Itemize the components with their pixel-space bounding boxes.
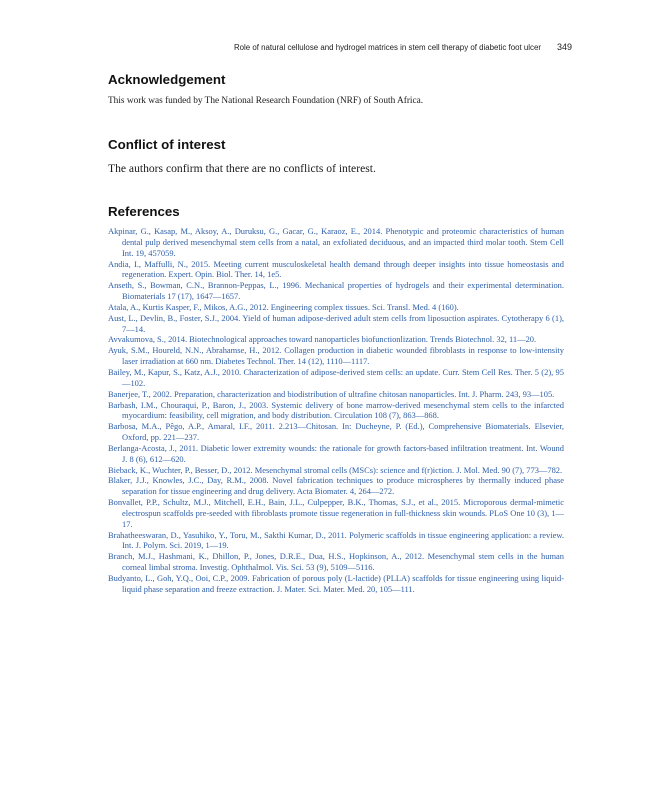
reference-item[interactable]: Brahatheeswaran, D., Yasuhiko, Y., Toru, M., Sakthi Kumar, D., 2011. Polymeric scaffolds in tissue engineering application: a review. Int. J. Polym. Sci. 2019, 1—19. [108, 529, 564, 551]
acknowledgement-text: This work was funded by The National Research Foundation (NRF) of South Africa. [108, 96, 424, 106]
reference-item[interactable]: Budyanto, L., Goh, Y.Q., Ooi, C.P., 2009. Fabrication of porous poly (L-lactide) (PLLA) scaffolds for tissue engineering using liquid-liquid phase separation and freeze extraction. J. Mater. Sci. Mater. Med. 20, 105—111. [108, 573, 564, 594]
reference-item[interactable]: Barbosa, M.A., Pêgo, A.P., Amaral, I.F., 2011. 2.213—Chitosan. In: Ducheyne, P. (Ed.), Comprehensive Biomaterials. Elsevier, Oxford, pp. 221—237. [108, 421, 564, 443]
reference-item[interactable]: Anseth, S., Bowman, C.N., Brannon-Peppas, L., 1996. Mechanical properties of hydrogels and their experimental determination. Biomaterials 17 (17), 1647—1657. [108, 280, 564, 302]
reference-item[interactable]: Branch, M.J., Hashmani, K., Dhillon, P., Jones, D.R.E., Dua, H.S., Hopkinson, A., 2012. Mesenchymal stem cells in the human corneal limbal stroma. Investig. Ophthalmol. Vis. Sci. 53 (9), 5109—5116. [108, 551, 564, 573]
reference-item[interactable]: Bailey, M., Kapur, S., Katz, A.J., 2010. Characterization of adipose-derived stem cells: an update. Curr. Stem Cell Res. Ther. 5 (2), 95—102. [108, 366, 564, 388]
reference-item[interactable]: Bonvallet, P.P., Schultz, M.J., Mitchell, E.H., Bain, J.L., Culpepper, B.K., Thomas, S.J., et al., 2015. Microporous dermal-mimetic electrospun scaffolds pre-seeded with fibroblasts promote tissue regeneration in full-thickness skin wounds. PLoS One 10 (3), 1—17. [108, 497, 564, 529]
reference-item[interactable]: Atala, A., Kurtis Kasper, F., Mikos, A.G., 2012. Engineering complex tissues. Sci. Transl. Med. 4 (160). [108, 301, 459, 312]
page-number: 349 [556, 42, 572, 52]
reference-item[interactable]: Ayuk, S.M., Houreld, N.N., Abrahamse, H., 2012. Collagen production in diabetic wounded fibroblasts in response to low-intensity laser irradiation at 660 nm. Diabetes Technol. Ther. 14 (12), 1110—1117. [108, 345, 564, 367]
reference-list [108, 226, 564, 595]
running-header [108, 42, 572, 52]
references-heading: References [108, 204, 180, 219]
reference-item[interactable]: Banerjee, T., 2002. Preparation, characterization and biodistribution of ultrafine chitosan nanoparticles. Int. J. Pharm. 243, 93—105. [108, 388, 555, 399]
reference-item[interactable]: Bieback, K., Wuchter, P., Besser, D., 2012. Mesenchymal stromal cells (MSCs): science and f(r)iction. J. Mol. Med. 90 (7), 773—782. [108, 464, 563, 475]
reference-item[interactable]: Blaker, J.J., Knowles, J.C., Day, R.M., 2008. Novel fabrication techniques to produce microspheres by thermally induced phase separation for tissue engineering and drug delivery. Acta Biomater. 4, 264—272. [108, 475, 564, 497]
reference-item[interactable]: Andia, I., Maffulli, N., 2015. Meeting current musculoskeletal health demand through deeper insights into tissue homeostasis and regeneration. Expert. Opin. Biol. Ther. 14, 1e5. [108, 258, 564, 280]
reference-item[interactable]: Aust, L., Devlin, B., Foster, S.J., 2004. Yield of human adipose-derived adult stem cells from liposuction aspirates. Cytotherapy 6 (1), 7—14. [108, 312, 564, 334]
reference-item[interactable]: Avvakumova, S., 2014. Biotechnological approaches toward nanoparticles biofunctionlization. Trends Biotechnol. 32, 11—20. [108, 334, 537, 345]
reference-item[interactable]: Akpinar, G., Kasap, M., Aksoy, A., Duruksu, G., Gacar, G., Karaoz, E., 2014. Phenotypic and proteomic characteristics of human dental pulp derived mesenchymal stem cells from a natal, an exfoliated deciduous, and an impacted third molar tooth. Stem Cell Int. 19, 457059. [108, 226, 564, 258]
reference-item[interactable]: Berlanga-Acosta, J., 2011. Diabetic lower extremity wounds: the rationale for growth factors-based infiltration treatment. Int. Wound J. 8 (6), 612—620. [108, 442, 564, 464]
acknowledgement-heading: Acknowledgement [108, 72, 226, 87]
reference-item[interactable]: Barbash, I.M., Chouraqui, P., Baron, J., 2003. Systemic delivery of bone marrow-derived mesenchymal stem cells to the infarcted myocardium: feasibility, cell migration, and body distribution. Circulation 108 (7), 863—868. [108, 399, 564, 421]
running-title: Role of natural cellulose and hydrogel matrices in stem cell therapy of diabetic foot ulcer [233, 43, 541, 52]
conflict-text: The authors confirm that there are no conflicts of interest. [108, 162, 376, 175]
conflict-heading: Conflict of interest [108, 137, 226, 152]
